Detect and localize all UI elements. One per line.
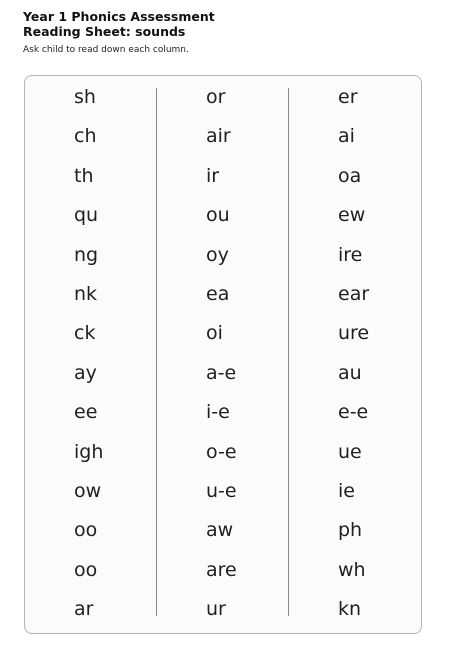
sound-item: ire [338,243,363,266]
sound-item: ur [206,598,226,621]
sound-item: er [338,86,358,108]
sound-item: wh [338,558,366,581]
sound-item: ea [206,283,230,305]
sound-item: ir [206,164,220,187]
sound-item: are [206,558,237,581]
sound-item: ue [338,440,362,463]
sound-item: ie [338,480,355,502]
sound-item: ch [74,125,97,148]
sound-item: u-e [206,480,237,502]
sound-item: ow [74,480,102,502]
title-line-1: Year 1 Phonics Assessment [23,9,215,24]
sound-item: igh [74,440,104,463]
sound-item: ai [338,125,355,148]
sounds-panel [24,75,422,634]
sound-item: e-e [338,401,369,424]
sound-item: ph [338,519,363,542]
sound-item: au [338,361,362,384]
sound-item: ay [74,361,97,384]
sound-item: ear [338,283,370,305]
sound-item: or [206,86,226,108]
sound-item: oy [206,243,229,266]
column-divider-2 [288,88,289,616]
sound-item: ee [74,401,98,424]
sound-item: oo [74,558,98,581]
sound-item: aw [206,519,234,542]
sound-item: qu [74,204,99,227]
column-divider-1 [156,88,157,616]
sound-item: ure [338,322,370,345]
sound-item: ng [74,243,99,266]
sound-item: oa [338,164,362,187]
sound-item: nk [74,283,98,305]
sound-item: sh [74,86,96,108]
sound-item: oi [206,322,223,345]
sound-item: o-e [206,440,237,463]
sound-item: ar [74,598,94,621]
worksheet-header [23,9,443,56]
title-line-2: Reading Sheet: sounds [23,24,186,39]
sound-item: th [74,164,94,187]
sound-item: ck [74,322,96,345]
sound-item: a-e [206,361,237,384]
sound-item: i-e [206,401,230,424]
sound-item: kn [338,598,362,621]
instruction-text: Ask child to read down each column. [23,45,189,55]
sound-item: ew [338,204,366,227]
sound-item: ou [206,204,230,227]
sound-item: oo [74,519,98,542]
sound-item: air [206,125,231,148]
